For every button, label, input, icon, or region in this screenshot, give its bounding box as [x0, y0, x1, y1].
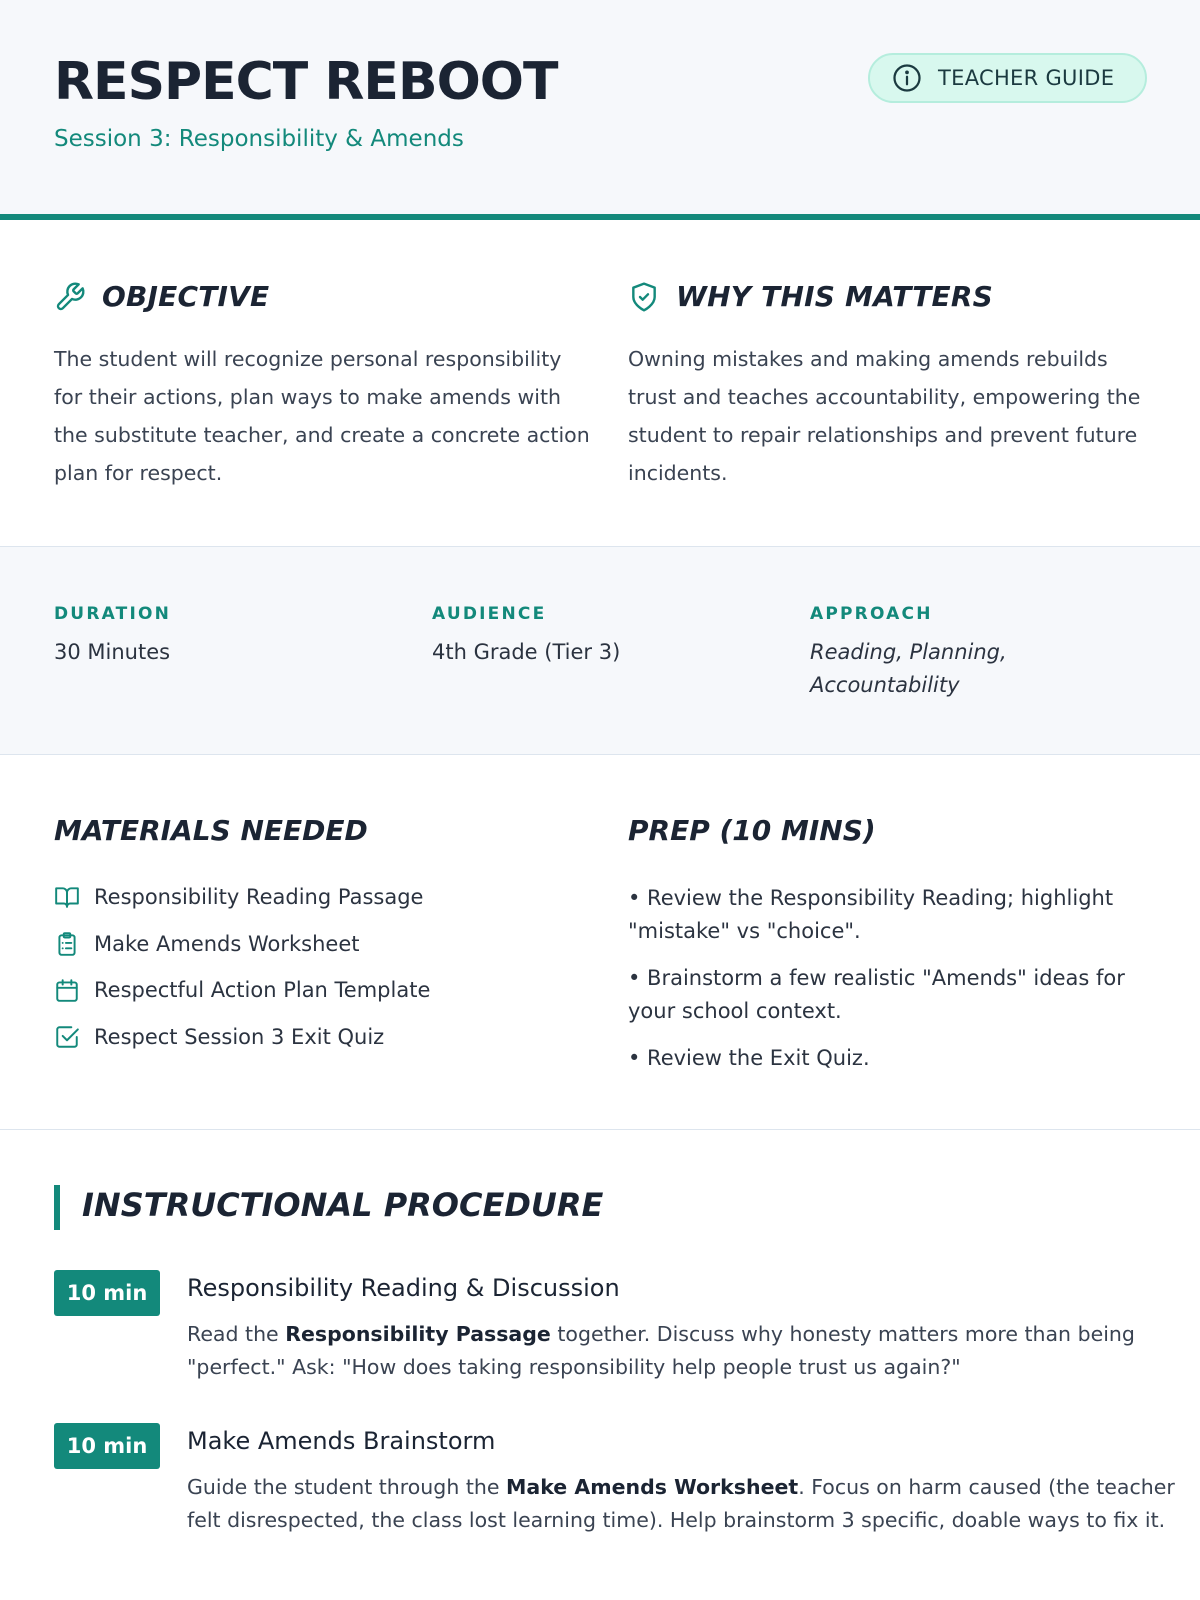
page-title: RESPECT REBOOT	[54, 52, 558, 112]
material-label: Respect Session 3 Exit Quiz	[94, 1024, 385, 1049]
approach-value: Reading, Planning, Accountability	[810, 640, 1007, 697]
why-heading	[628, 280, 993, 313]
session-subtitle: Session 3: Responsibility & Amends	[54, 126, 464, 152]
objective-title: OBJECTIVE	[102, 280, 270, 313]
prep-title: PREP (10 MINS)	[628, 814, 876, 847]
duration-label: DURATION	[54, 604, 172, 624]
header	[0, 0, 1200, 214]
audience-label: AUDIENCE	[432, 604, 547, 624]
duration-value: 30 Minutes	[54, 640, 171, 664]
procedure-step	[54, 1423, 1175, 1593]
list-item	[54, 975, 430, 1005]
header-accent-rule	[0, 214, 1200, 220]
procedure-step	[54, 1270, 1154, 1400]
why-text: Owning mistakes and making amends rebuilds trust and teaches accountability, empowering the student to repair relationships and prevent future incidents.	[628, 347, 1141, 485]
list-item	[54, 882, 430, 912]
material-label: Make Amends Worksheet	[94, 931, 360, 956]
check-square-icon	[54, 1024, 80, 1050]
teacher-guide-badge	[868, 53, 1147, 103]
material-label: Responsibility Reading Passage	[94, 885, 424, 909]
audience-value: 4th Grade (Tier 3)	[432, 640, 621, 664]
prep-list	[628, 882, 1148, 1089]
list-item: • Review the Responsibility Reading; highlight "mistake" vs "choice".	[628, 886, 1114, 943]
material-label: Respectful Action Plan Template	[94, 978, 431, 1002]
approach-block	[810, 604, 1040, 702]
section-divider	[0, 1129, 1200, 1130]
step-title: Make Amends Brainstorm	[187, 1427, 496, 1455]
objective-text: The student will recognize personal responsibility for their actions, plan ways to make amends with the substitute teacher, and create a concrete action plan for respect.	[54, 347, 590, 485]
badge-label: TEACHER GUIDE	[938, 66, 1115, 90]
step-title: Responsibility Reading & Discussion	[187, 1274, 620, 1302]
audience-block	[432, 604, 762, 669]
book-open-icon	[54, 884, 80, 910]
list-item	[54, 929, 430, 959]
step-duration-badge: 10 min	[54, 1423, 160, 1469]
step-description: Guide the student through the Make Amends Worksheet. Focus on harm caused (the teacher felt disrespected, the class lost learning time). Help brainstorm 3 specific, doable ways to fix it.	[187, 1475, 1175, 1532]
session-details-band	[0, 546, 1200, 755]
approach-label: APPROACH	[810, 604, 933, 624]
info-icon	[892, 63, 922, 93]
materials-title: MATERIALS NEEDED	[54, 814, 368, 847]
procedure-title: INSTRUCTIONAL PROCEDURE	[82, 1186, 604, 1224]
shield-check-icon	[628, 281, 660, 313]
materials-list	[54, 882, 430, 1068]
step-description: Read the Responsibility Passage together. Discuss why honesty matters more than being "perfect." Ask: "How does taking responsibility help people trust us again?"	[187, 1322, 1135, 1379]
list-item	[54, 1022, 430, 1052]
clipboard-list-icon	[54, 931, 80, 957]
calendar-icon	[54, 977, 80, 1003]
list-item: • Brainstorm a few realistic "Amends" ideas for your school context.	[628, 966, 1125, 1023]
why-title: WHY THIS MATTERS	[676, 280, 993, 313]
step-duration-badge: 10 min	[54, 1270, 160, 1316]
procedure-accent-bar	[54, 1185, 60, 1230]
wrench-icon	[54, 281, 86, 313]
duration-block	[54, 604, 384, 669]
objective-heading	[54, 280, 269, 313]
list-item: • Review the Exit Quiz.	[628, 1046, 870, 1070]
